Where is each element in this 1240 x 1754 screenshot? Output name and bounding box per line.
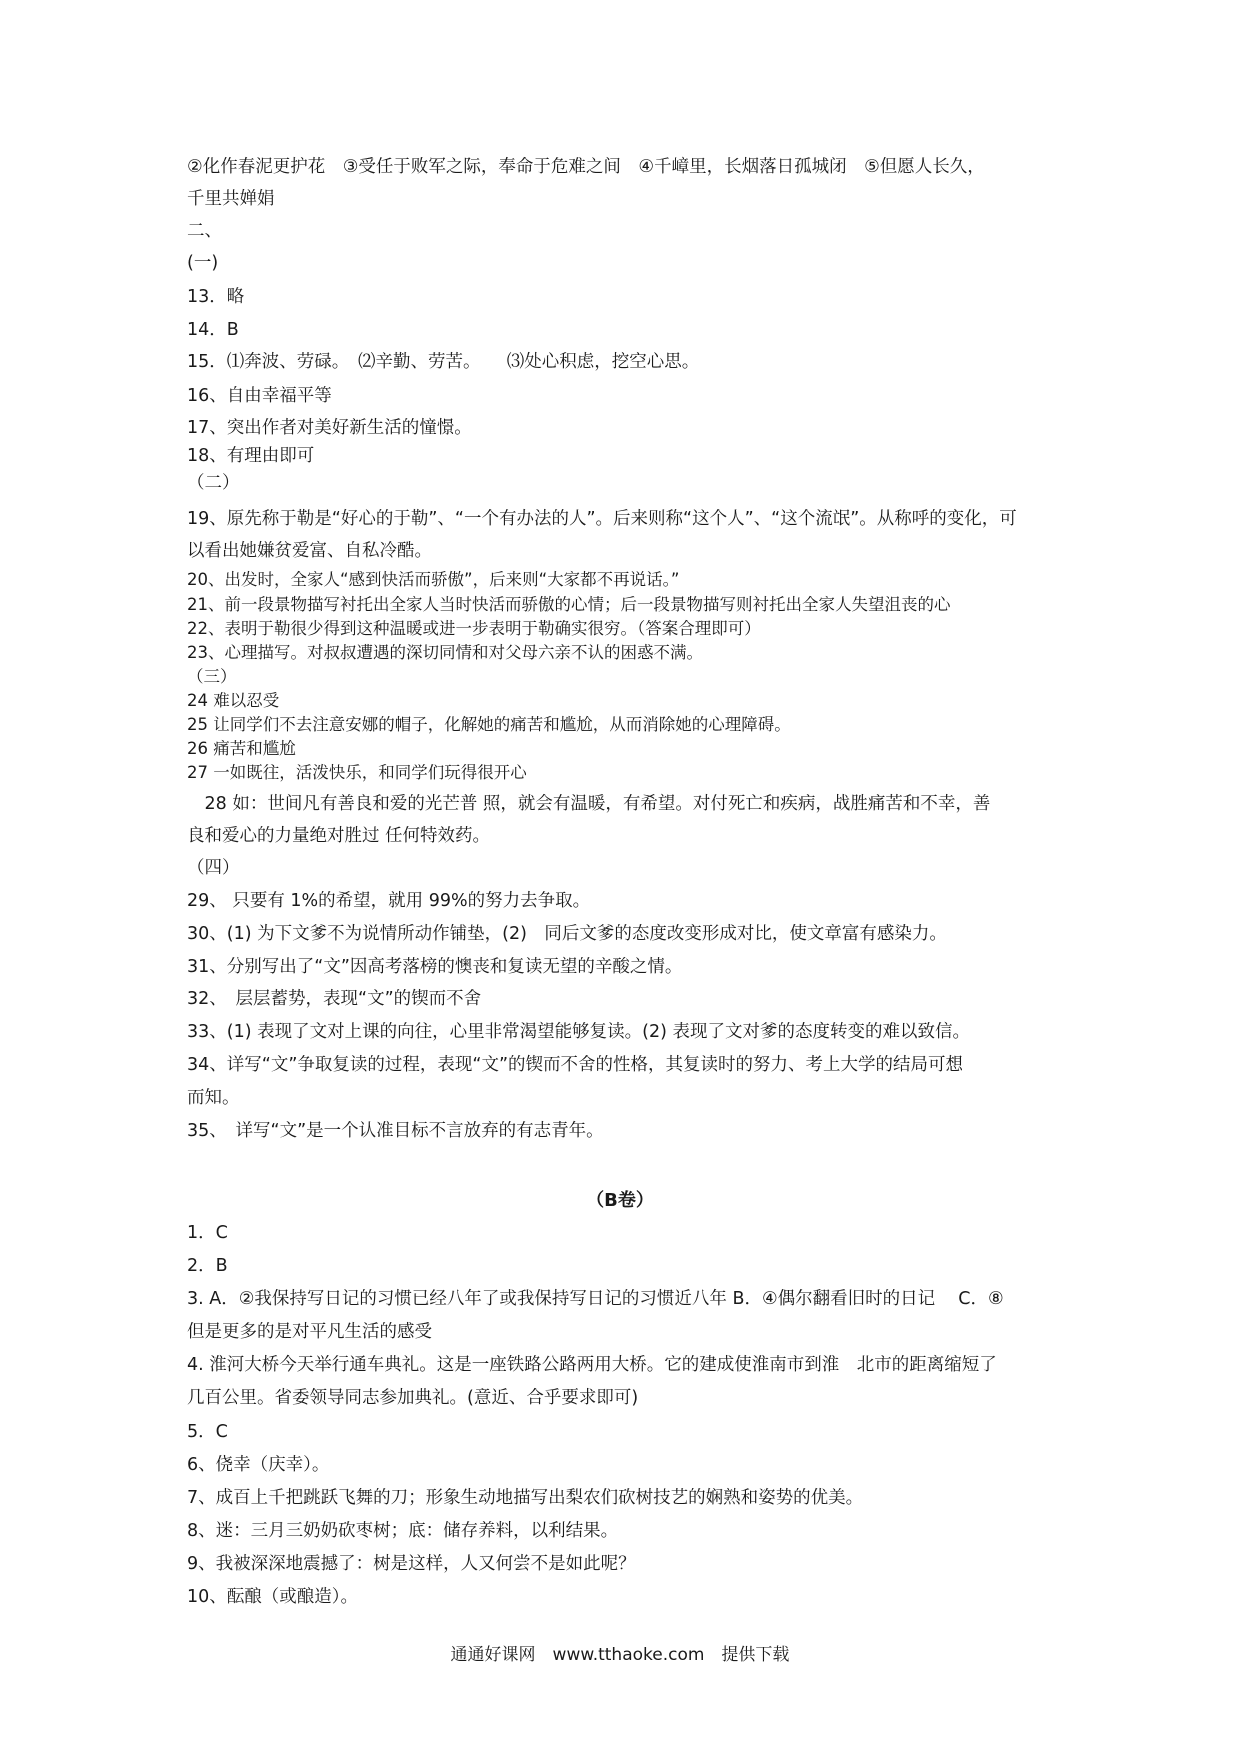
answer-line: 4. 淮河大桥今天举行通车典礼。这是一座铁路公路两用大桥。它的建成使淮南市到淮 北市的距离缩短了 (187, 1355, 997, 1375)
answer-line: 良和爱心的力量绝对胜过 任何特效药。 (187, 826, 491, 846)
answer-line: 25 让同学们不去注意安娜的帽子，化解她的痛苦和尴尬，从而消除她的心理障碍。 (187, 715, 791, 734)
answer-line: 19、原先称于勒是“好心的于勒”、“一个有办法的人”。后来则称“这个人”、“这个流氓”。从称呼的变化，可 (187, 509, 1017, 529)
answer-line: 16、自由幸福平等 (187, 386, 332, 406)
answer-line: 15．⑴奔波、劳碌。 ⑵辛勤、劳苦。 ⑶处心积虑，挖空心思。 (187, 352, 700, 372)
answer-line: 32、 层层蓄势，表现“文”的锲而不舍 (187, 989, 482, 1009)
answer-line: 8、迷：三月三奶奶砍枣树；底：储存养料，以利结果。 (187, 1521, 619, 1541)
subsection-heading: （二） (187, 473, 240, 493)
answer-line: 21、前一段景物描写衬托出全家人当时快活而骄傲的心情；后一段景物描写则衬托出全家人失望沮丧的心 (187, 595, 951, 614)
answer-line: 3. A．②我保持写日记的习惯已经八年了或我保持写日记的习惯近八年 B．④偶尔翻看旧时的日记 C．⑧ (187, 1289, 1004, 1309)
answer-line: 以看出她嫌贫爱富、自私冷酷。 (187, 541, 432, 561)
section-heading: 二、 (187, 221, 222, 241)
answer-line: 29、 只要有 1%的希望，就用 99%的努力去争取。 (187, 891, 591, 911)
answer-line: 14．B (187, 320, 239, 340)
answer-line: 17、突出作者对美好新生活的憧憬。 (187, 418, 472, 438)
answer-line: 2．B (187, 1256, 228, 1276)
answer-line: 千里共婵娟 (187, 189, 275, 209)
subsection-heading: (一) (187, 253, 219, 273)
answer-line: 18、有理由即可 (187, 446, 315, 466)
answer-line: 1．C (187, 1223, 228, 1243)
answer-line: 13．略 (187, 287, 245, 307)
answer-line: 27 一如既往，活泼快乐，和同学们玩得很开心 (187, 763, 527, 782)
answer-line: 9、我被深深地震撼了：树是这样，人又何尝不是如此呢？ (187, 1554, 636, 1574)
answer-line: 30、(1) 为下文爹不为说情所动作铺垫，(2) 同后文爹的态度改变形成对比，使文章富有感染力。 (187, 924, 947, 944)
answer-line: ②化作春泥更护花 ③受任于败军之际，奉命于危难之间 ④千嶂里，长烟落日孤城闭 ⑤但愿人长久， (187, 157, 985, 177)
section-b-title: （B卷） (586, 1190, 654, 1211)
answer-line: 但是更多的是对平凡生活的感受 (187, 1322, 432, 1342)
answer-line: 而知。 (187, 1088, 240, 1108)
subsection-heading: （三） (187, 667, 237, 686)
subsection-heading: （四） (187, 858, 240, 878)
page-footer: 通通好课网 www.tthaoke.com 提供下载 (450, 1645, 790, 1665)
answer-line: 7、成百上千把跳跃飞舞的刀；形象生动地描写出梨农们砍树技艺的娴熟和姿势的优美。 (187, 1488, 864, 1508)
answer-line: 35、 详写“文”是一个认准目标不言放弃的有志青年。 (187, 1121, 604, 1141)
answer-line: 6、侥幸（庆幸）。 (187, 1455, 330, 1475)
answer-line: 5．C (187, 1422, 228, 1442)
answer-line: 31、分别写出了“文”因高考落榜的懊丧和复读无望的辛酸之情。 (187, 957, 683, 977)
answer-line: 几百公里。省委领导同志参加典礼。(意近、合乎要求即可) (187, 1388, 639, 1408)
answer-line: 22、表明于勒很少得到这种温暖或进一步表明于勒确实很穷。（答案合理即可） (187, 619, 761, 638)
answer-line: 33、(1) 表现了文对上课的向往，心里非常渴望能够复读。(2) 表现了文对爹的态度转变的难以致信。 (187, 1022, 970, 1042)
answer-line: 10、酝酿（或酿造）。 (187, 1587, 359, 1607)
answer-line: 34、详写“文”争取复读的过程，表现“文”的锲而不舍的性格，其复读时的努力、考上大学的结局可想 (187, 1055, 964, 1075)
answer-line: 20、出发时，全家人“感到快活而骄傲”，后来则“大家都不再说话。” (187, 570, 680, 589)
answer-line: 23、心理描写。对叔叔遭遇的深切同情和对父母六亲不认的困惑不满。 (187, 643, 703, 662)
answer-line: 24 难以忍受 (187, 691, 280, 710)
answer-line: 28 如：世间凡有善良和爱的光芒普 照，就会有温暖，有希望。对付死亡和疾病，战胜痛苦和不幸，善 (187, 794, 991, 814)
answer-line: 26 痛苦和尴尬 (187, 739, 296, 758)
